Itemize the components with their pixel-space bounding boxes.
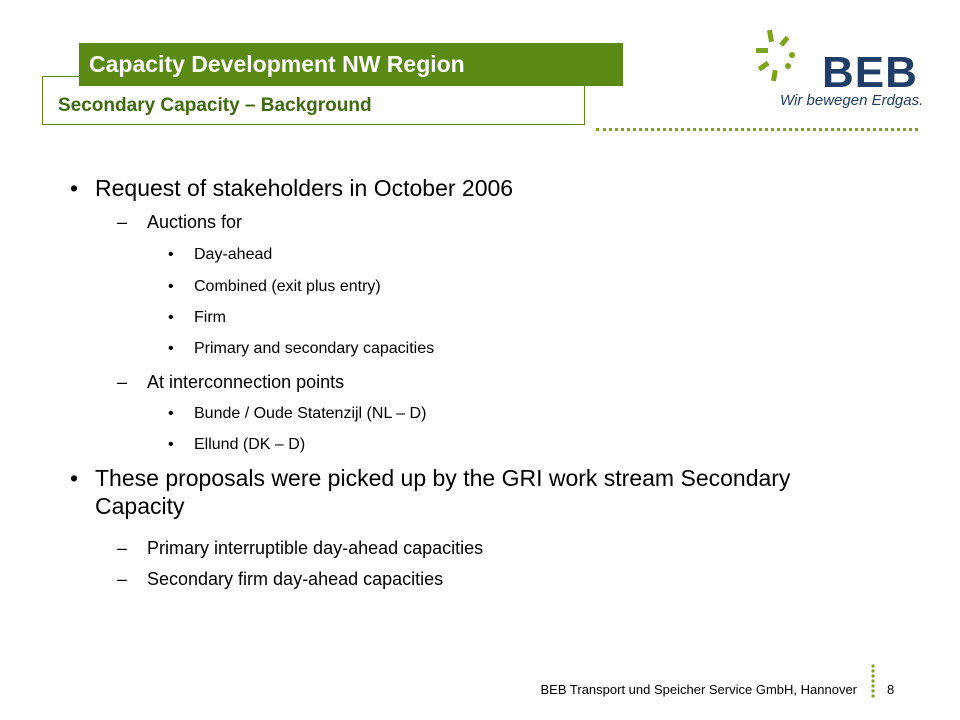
sub-sub-bullet-text: Combined (exit plus entry): [194, 278, 381, 295]
sub-bullet-text: At interconnection points: [147, 372, 345, 392]
sub-bullet-text: Auctions for: [147, 212, 243, 232]
sub-sub-bullet-text: Primary and secondary capacities: [194, 340, 435, 357]
sub-sub-bullet-text: Bunde / Oude Statenzijl (NL – D): [194, 405, 427, 422]
slide-subtitle: Secondary Capacity – Background: [42, 76, 585, 125]
dash-marker: –: [117, 372, 128, 392]
dash-marker: –: [117, 569, 128, 589]
sub-sub-bullet-text: Ellund (DK – D): [194, 436, 306, 453]
bullet-text: Request of stakeholders in October 2006: [95, 175, 514, 201]
sub-bullet-text: Primary interruptible day-ahead capacities: [147, 538, 484, 558]
bullet-marker: •: [168, 405, 174, 422]
bullet-marker: •: [168, 436, 174, 453]
bullet-marker: •: [168, 309, 174, 326]
bullet-marker: •: [168, 246, 174, 263]
bullet-marker: •: [70, 465, 79, 491]
page-number: 8: [887, 682, 895, 697]
bullet-marker: •: [168, 340, 174, 357]
logo-wordmark: BEB: [822, 48, 918, 97]
slide-title: Capacity Development NW Region: [79, 43, 623, 86]
vertical-dots-divider: [871, 664, 875, 700]
bullet-marker: •: [168, 278, 174, 295]
dash-marker: –: [117, 212, 128, 232]
footer-company: BEB Transport und Speicher Service GmbH, Hannover: [540, 682, 857, 697]
sub-sub-bullet-text: Firm: [194, 309, 226, 326]
sub-bullet-text: Secondary firm day-ahead capacities: [147, 569, 444, 589]
bullet-marker: •: [70, 175, 79, 201]
dash-marker: –: [117, 538, 128, 558]
bullet-text: These proposals were picked up by the GRI work stream Secondary Capacity: [95, 465, 791, 519]
sub-sub-bullet-text: Day-ahead: [194, 246, 273, 263]
logo-tagline: Wir bewegen Erdgas.: [780, 92, 924, 109]
